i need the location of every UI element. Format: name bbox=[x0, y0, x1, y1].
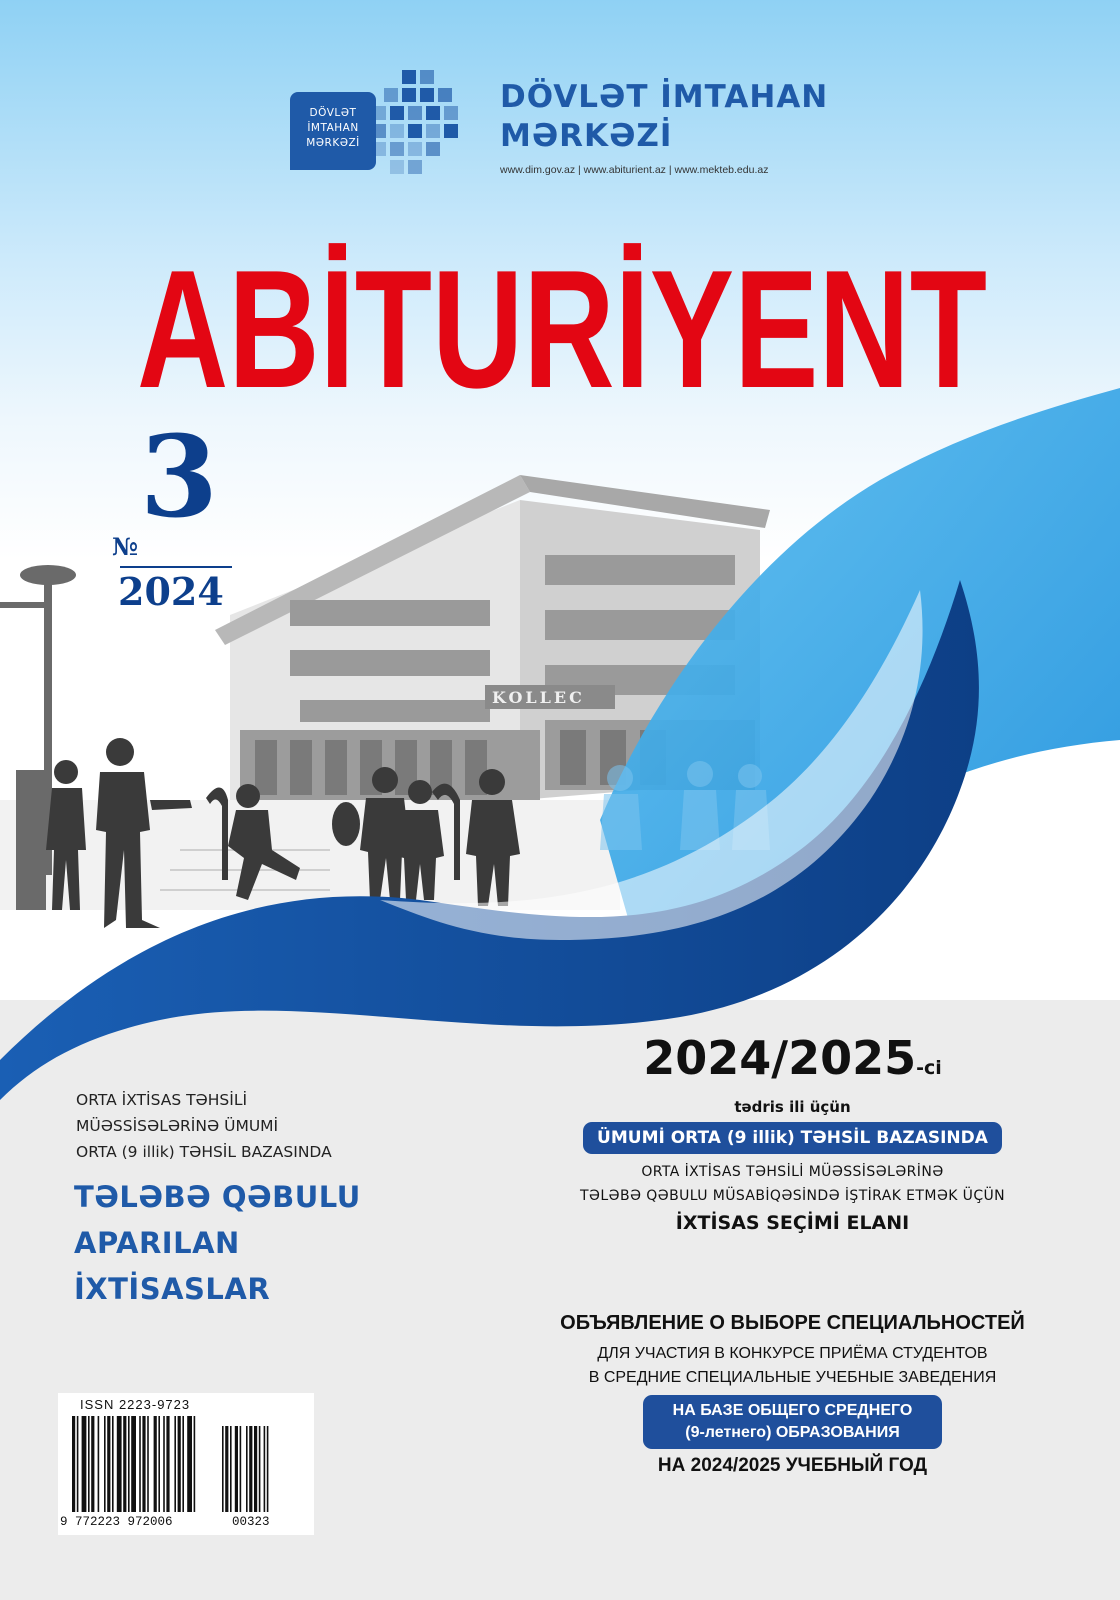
issn-label: ISSN 2223-9723 bbox=[80, 1397, 191, 1412]
barcode-bar bbox=[225, 1426, 228, 1512]
left-intro-line: ORTA (9 illik) TƏHSİL BAZASINDA bbox=[76, 1143, 332, 1161]
issue-number-symbol: № bbox=[112, 532, 139, 561]
education-base-badge: ÜMUMİ ORTA (9 illik) TƏHSİL BAZASINDA bbox=[583, 1122, 1002, 1154]
barcode-bar bbox=[163, 1416, 165, 1512]
barcode-bar bbox=[147, 1416, 149, 1512]
tedris-label: tədris ili üçün bbox=[734, 1098, 851, 1116]
barcode-bar bbox=[128, 1416, 130, 1512]
barcode-bar bbox=[264, 1426, 266, 1512]
barcode-bar bbox=[166, 1416, 169, 1512]
issue-year: 2024 bbox=[118, 569, 224, 614]
barcode-bar bbox=[222, 1426, 224, 1512]
barcode-bar bbox=[107, 1416, 110, 1512]
azerbaijani-announcement bbox=[520, 1030, 1065, 1234]
left-headline-line: APARILAN bbox=[74, 1226, 240, 1260]
barcode-bar bbox=[267, 1426, 269, 1512]
barcode-bar bbox=[131, 1416, 136, 1512]
barcode-bar bbox=[230, 1426, 232, 1512]
barcode-bar bbox=[139, 1416, 141, 1512]
barcode-bar bbox=[235, 1426, 238, 1512]
barcode-bar bbox=[187, 1416, 192, 1512]
barcode-bar bbox=[88, 1416, 90, 1512]
barcode-bar bbox=[249, 1426, 252, 1512]
barcode-bar bbox=[123, 1416, 126, 1512]
barcode-bar bbox=[182, 1416, 184, 1512]
barcode-bar bbox=[142, 1416, 145, 1512]
barcode-bar bbox=[254, 1426, 257, 1512]
barcode-main-digits: 9 772223 972006 bbox=[60, 1515, 173, 1529]
academic-year bbox=[520, 1030, 1065, 1096]
barcode-addon-digits: 00323 bbox=[232, 1515, 270, 1529]
barcode-bar bbox=[158, 1416, 160, 1512]
academic-year-value: 2024/2025 bbox=[643, 1031, 917, 1085]
logo-line-3: MƏRKƏZİ bbox=[306, 137, 360, 149]
announcement-title: İXTİSAS SEÇİMİ ELANI bbox=[675, 1212, 910, 1234]
barcode-bar bbox=[82, 1416, 87, 1512]
issue-divider bbox=[120, 566, 232, 568]
website-list: www.dim.gov.az | www.abiturient.az | www.mekteb.edu.az bbox=[500, 164, 769, 176]
organization-name bbox=[500, 78, 900, 156]
left-headline-line: TƏLƏBƏ QƏBULU bbox=[74, 1180, 361, 1214]
left-intro-line: MÜƏSSİSƏLƏRİNƏ ÜMUMİ bbox=[76, 1117, 279, 1135]
ru-closing: НА 2024/2025 УЧЕБНЫЙ ГОД bbox=[657, 1455, 928, 1476]
left-headline bbox=[74, 1174, 414, 1312]
academic-year-suffix: -ci bbox=[916, 1057, 942, 1079]
org-name-line-1: DÖVLƏT İMTAHAN bbox=[500, 79, 829, 115]
barcode-bar bbox=[259, 1426, 261, 1512]
dim-logo-badge bbox=[290, 92, 376, 170]
masthead bbox=[132, 232, 992, 412]
announcement-line-1: ORTA İXTİSAS TƏHSİLİ MÜƏSSİSƏLƏRİNƏ bbox=[641, 1164, 944, 1180]
barcode-bar bbox=[98, 1416, 100, 1512]
issue-number: 3 bbox=[140, 412, 218, 543]
barcode-bar bbox=[91, 1416, 94, 1512]
barcode-bar bbox=[77, 1416, 79, 1512]
ru-line-1: ДЛЯ УЧАСТИЯ В КОНКУРСЕ ПРИЁМА СТУДЕНТОВ bbox=[597, 1345, 988, 1362]
building-sign: KOLLEC bbox=[492, 688, 585, 707]
left-headline-line: İXTİSASLAR bbox=[74, 1272, 271, 1306]
barcode-bar bbox=[117, 1416, 122, 1512]
barcode-bar bbox=[194, 1416, 196, 1512]
logo-line-2: İMTAHAN bbox=[307, 122, 359, 134]
logo-line-1: DÖVLƏT bbox=[309, 107, 357, 119]
org-name-line-2: MƏRKƏZİ bbox=[500, 118, 673, 154]
barcode-bar bbox=[246, 1426, 248, 1512]
ru-education-base-badge bbox=[643, 1395, 943, 1449]
ru-badge-line-2: (9-летнего) ОБРАЗОВАНИЯ bbox=[685, 1424, 900, 1441]
barcode-bar bbox=[154, 1416, 157, 1512]
barcode-bar bbox=[174, 1416, 176, 1512]
masthead-title: ABİTURİYENT bbox=[137, 235, 987, 412]
left-intro-text bbox=[76, 1087, 416, 1165]
ru-line-2: В СРЕДНИЕ СПЕЦИАЛЬНЫЕ УЧЕБНЫЕ ЗАВЕДЕНИЯ bbox=[588, 1369, 997, 1386]
barcode-bar bbox=[112, 1416, 114, 1512]
left-intro-line: ORTA İXTİSAS TƏHSİLİ bbox=[76, 1091, 248, 1109]
russian-announcement bbox=[520, 1312, 1065, 1477]
announcement-line-2: TƏLƏBƏ QƏBULU MÜSABİQƏSİNDƏ İŞTİRAK ETMƏK ÜÇÜN bbox=[579, 1188, 1006, 1204]
logo-pixel-grid-icon bbox=[372, 70, 472, 180]
ru-title: ОБЪЯВЛЕНИЕ О ВЫБОРЕ СПЕЦИАЛЬНОСТЕЙ bbox=[560, 1312, 1025, 1334]
ru-badge-line-1: НА БАЗЕ ОБЩЕГО СРЕДНЕГО bbox=[672, 1402, 913, 1419]
barcode-icon bbox=[72, 1416, 302, 1516]
barcode-bar bbox=[72, 1416, 75, 1512]
barcode-bar bbox=[104, 1416, 106, 1512]
barcode-bar bbox=[178, 1416, 181, 1512]
barcode-bar bbox=[240, 1426, 242, 1512]
